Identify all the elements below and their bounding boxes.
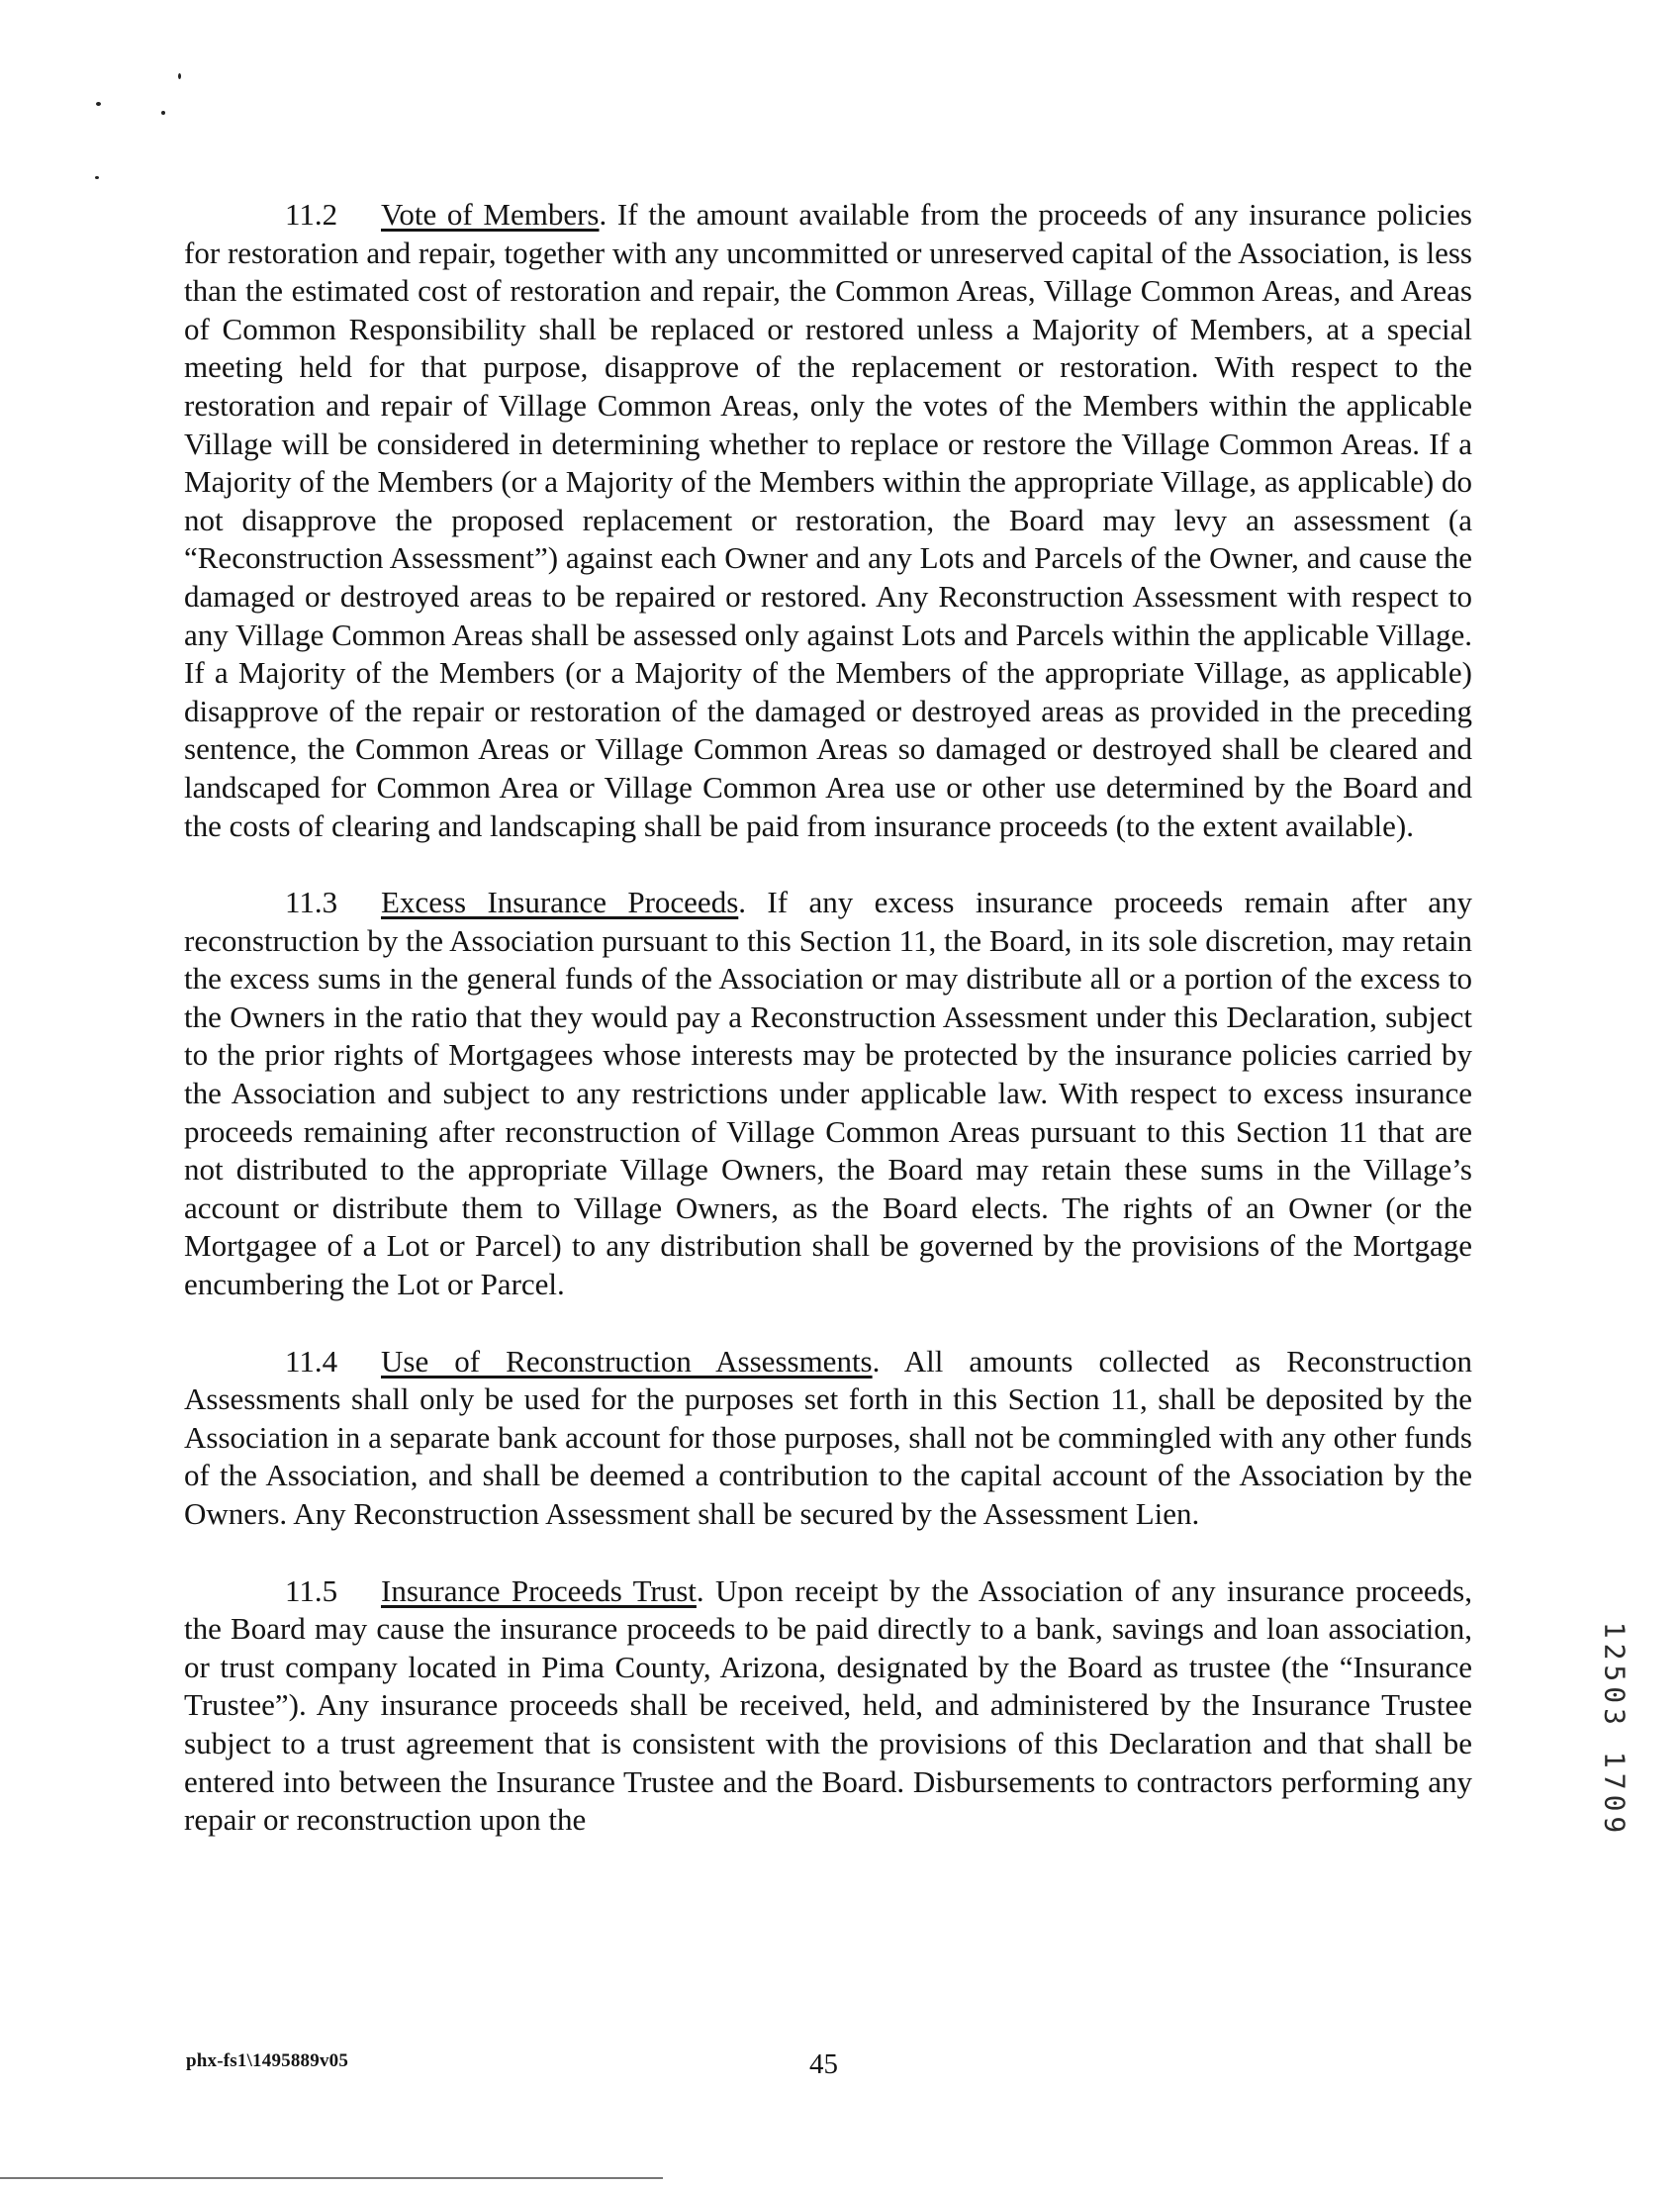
section-title: Insurance Proceeds Trust [381, 1572, 697, 1608]
section-11-5 [184, 1572, 1472, 1840]
recording-number: 12503 1709 [1598, 1621, 1632, 1839]
section-title: Vote of Members [381, 197, 600, 232]
section-number: 11.5 [285, 1572, 338, 1608]
section-title: Excess Insurance Proceeds [381, 885, 739, 920]
scan-speck [178, 73, 181, 79]
section-text: . If the amount available from the proceeds of any insurance policies for restoration and repair, together with any uncommitted or unreserved capital of the Association, is less than the estimated cost of restoration and repair, the Common Areas, Village Common Areas, and Areas of Common Responsibility shall be replaced or restored unless a Majority of Members, at a special meeting held for that purpose, disapprove of the replacement or restoration. With respect to the restoration and repair of Village Common Areas, only the votes of the Members within the applicable Village will be considered in determining whether to replace or restore the Village Common Areas. If a Majority of the Members (or a Majority of the Members within the appropriate Village, as applicable) do not disapprove the proposed replacement or restoration, the Board may levy an assessment (a “Reconstruction Assessment”) against each Owner and any Lots and Parcels of the Owner, and cause the damaged or destroyed areas to be repaired or restored. Any Reconstruction Assessment with respect to any Village Common Areas shall be assessed only against Lots and Parcels within the applicable Village. If a Majority of the Members (or a Majority of the Members of the appropriate Village, as applicable) disapprove of the repair or restoration of the damaged or destroyed areas as provided in the preceding sentence, the Common Areas or Village Common Areas so damaged or destroyed shall be cleared and landscaped for Common Area or Village Common Area use or other use determined by the Board and the costs of clearing and landscaping shall be paid from insurance proceeds (to the extent available). [184, 197, 1473, 843]
section-text: . All amounts collected as Reconstruction Assessments shall only be used for the purposes set forth in this Section 11, shall be deposited by the Association in a separate bank account for those purposes, shall not be commingled with any other funds of the Association, and shall be deemed a contribution to the capital account of the Association by the Owners. Any Reconstruction Assessment shall be secured by the Assessment Lien. [184, 1343, 1472, 1531]
page-number: 45 [809, 2048, 838, 2080]
section-text: . If any excess insurance proceeds remain after any reconstruction by the Association pursuant to this Section 11, the Board, in its sole discretion, may retain the excess sums in the general funds of the Association or may distribute all or a portion of the excess to the Owners in the ratio that they would pay a Reconstruction Assessment under this Declaration, subject to the prior rights of Mortgagees whose interests may be protected by the insurance policies carried by the Association and subject to any restrictions under applicable law. With respect to excess insurance proceeds remaining after reconstruction of Village Common Areas pursuant to this Section 11 that are not distributed to the appropriate Village Owners, the Board may retain these sums in the Village’s account or distribute them to Village Owners, as the Board elects. The rights of an Owner (or the Mortgagee of a Lot or Parcel) to any distribution shall be governed by the provisions of the Mortgage encumbering the Lot or Parcel. [184, 885, 1472, 1302]
section-title: Use of Reconstruction Assessments [381, 1343, 873, 1379]
scan-speck [95, 176, 99, 179]
section-number: 11.2 [285, 197, 338, 232]
recording-stamp [1595, 1591, 1634, 1868]
section-11-4 [184, 1343, 1472, 1534]
section-11-3 [184, 884, 1472, 1304]
footer-document-id: phx-fs1\1495889v05 [186, 2050, 349, 2071]
scan-speck [96, 102, 101, 106]
section-number: 11.3 [285, 885, 338, 920]
scan-edge-line [0, 2177, 663, 2179]
scan-speck [161, 111, 165, 115]
section-number: 11.4 [285, 1343, 338, 1379]
section-11-2 [184, 196, 1472, 845]
document-body [184, 196, 1472, 1878]
section-text: . Upon receipt by the Association of any insurance proceeds, the Board may cause the insurance proceeds to be paid directly to a bank, savings and loan association, or trust company located in Pima County, Arizona, designated by the Board as trustee (the “Insurance Trustee”). Any insurance proceeds shall be received, held, and administered by the Insurance Trustee subject to a trust agreement that is consistent with the provisions of this Declaration and that shall be entered into between the Insurance Trustee and the Board. Disbursements to contractors performing any repair or reconstruction upon the [184, 1572, 1472, 1838]
